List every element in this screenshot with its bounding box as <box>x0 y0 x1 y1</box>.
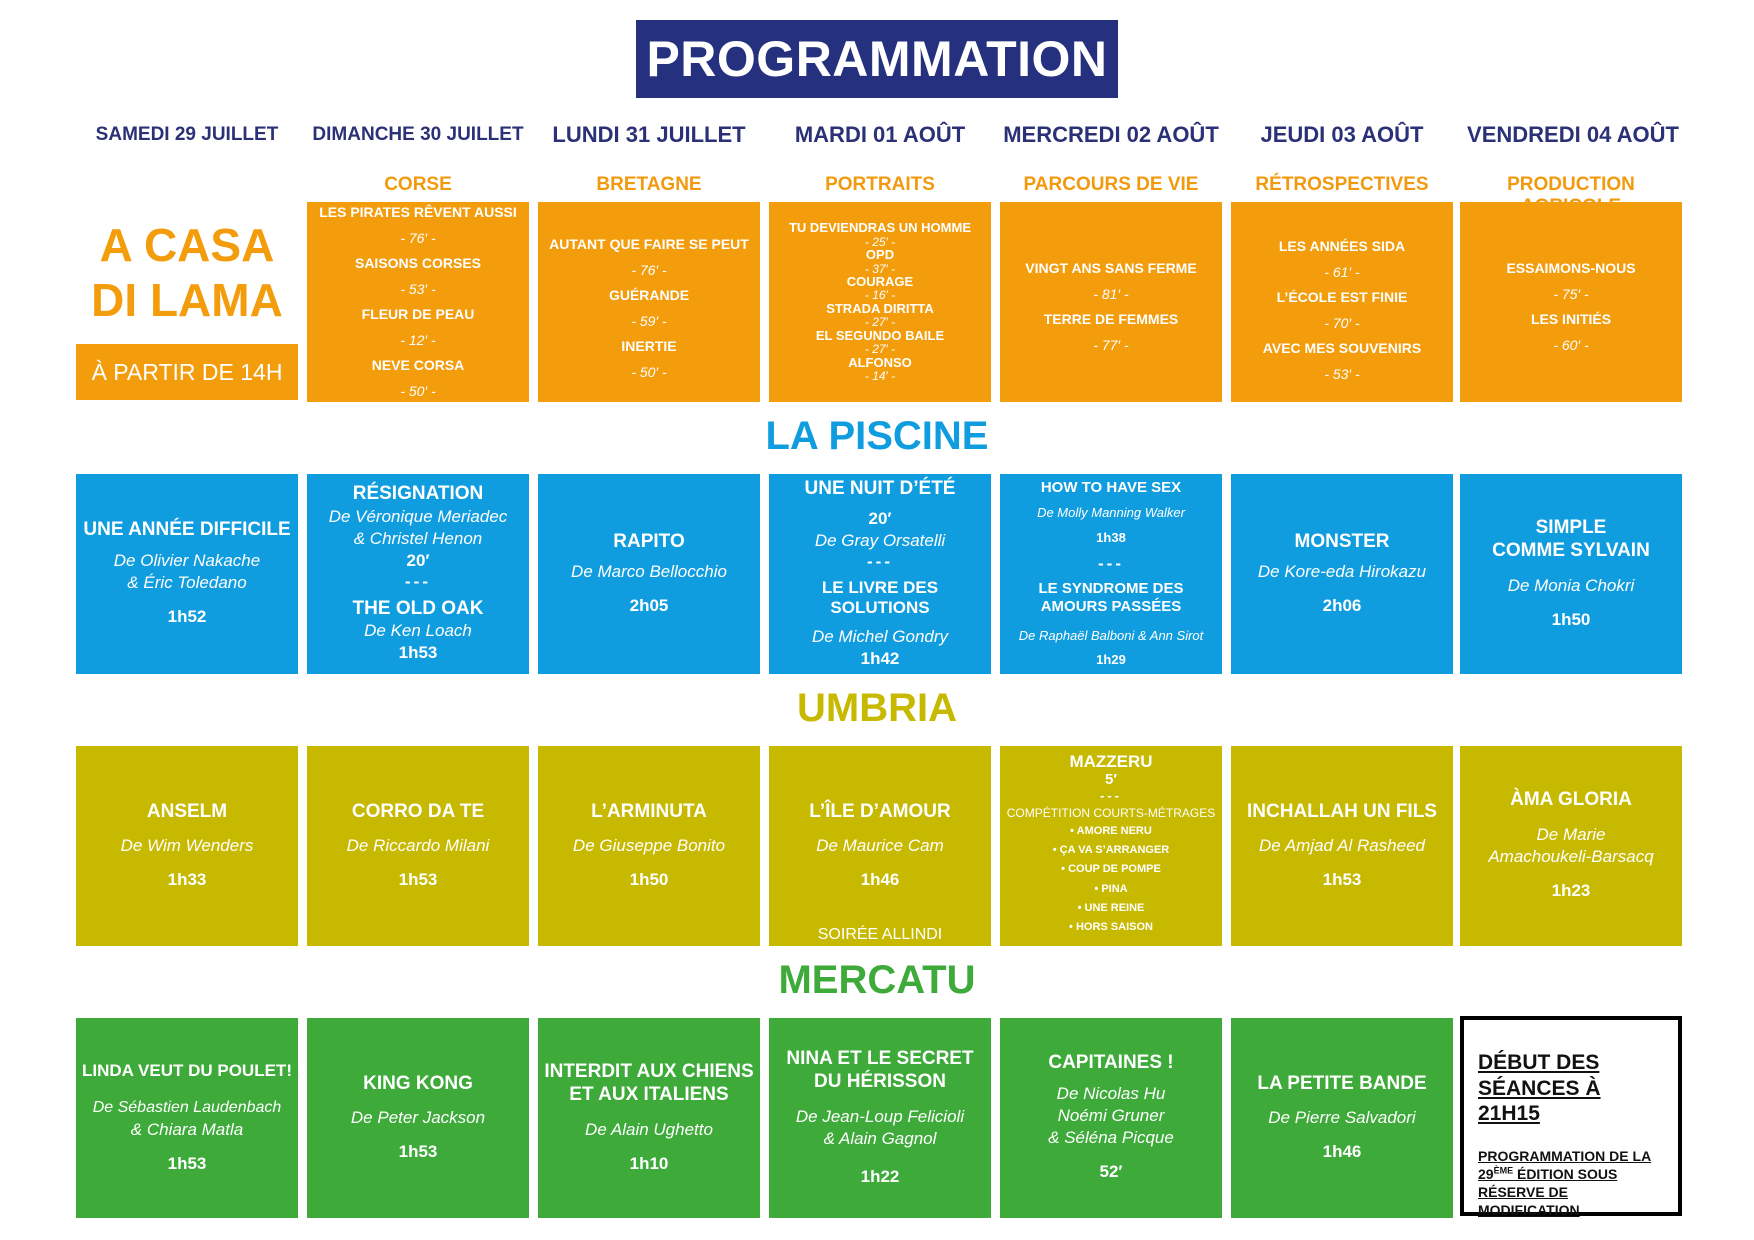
film-title: SIMPLE <box>1535 517 1607 539</box>
notice-line: 29 <box>1478 1166 1494 1183</box>
film-duration: - 76′ - <box>631 261 667 278</box>
film-title: AVEC MES SOUVENIRS <box>1262 339 1422 356</box>
program-cell <box>76 474 298 674</box>
film-duration: - 60′ - <box>1553 336 1589 353</box>
separator: --- <box>1100 787 1122 803</box>
film-duration: 1h50 <box>1551 609 1591 629</box>
film-duration: 2h06 <box>1322 596 1362 616</box>
theme-label: CORSE <box>384 174 452 195</box>
film-title: ALFONSO <box>848 354 912 370</box>
venue-title-la-piscine: LA PISCINE <box>765 414 989 458</box>
film-duration: 1h53 <box>398 870 438 890</box>
program-cell <box>1000 202 1222 402</box>
program-cell <box>1000 746 1222 946</box>
film-title: L’ÎLE D’AMOUR <box>809 800 951 822</box>
program-cell <box>538 474 760 674</box>
short-film-item: • COUP DE POMPE <box>1061 863 1161 876</box>
film-duration: 1h53 <box>398 643 438 663</box>
short-film-title: HORS SAISON <box>1075 921 1153 934</box>
film-duration: 1h22 <box>860 1166 900 1186</box>
film-director: De Véronique Meriadec <box>328 507 508 527</box>
theme-label: PARCOURS DE VIE <box>1023 174 1199 195</box>
film-title: KING KONG <box>363 1072 473 1094</box>
film-title: LE LIVRE DES SOLUTIONS <box>821 577 939 617</box>
venue-title-mercatu: MERCATU <box>778 958 976 1002</box>
film-title: TU DEVIENDRAS UN HOMME <box>788 220 971 236</box>
film-title: CAPITAINES ! <box>1048 1052 1174 1074</box>
short-film-title: ÇA VA S’ARRANGER <box>1059 844 1170 857</box>
film-director: De Wim Wenders <box>120 836 254 856</box>
film-title: UNE ANNÉE DIFFICILE <box>83 519 291 541</box>
film-duration: - 50′ - <box>400 382 436 399</box>
film-title: OPD <box>865 247 895 263</box>
day-header: MARDI 01 AOÛT <box>794 122 966 147</box>
film-duration: - 37′ - <box>864 261 896 276</box>
film-title: TERRE DE FEMMES <box>1043 310 1179 327</box>
film-title: EL SEGUNDO BAILE <box>815 327 945 343</box>
film-director: & Alain Gagnol <box>823 1128 937 1148</box>
schedule-notice <box>1460 1016 1682 1219</box>
film-director: De Gray Orsatelli <box>814 531 946 551</box>
film-title: NINA ET LE SECRET <box>786 1048 974 1070</box>
film-duration: - 81′ - <box>1093 285 1129 302</box>
film-title: VINGT ANS SANS FERME <box>1025 260 1197 276</box>
day-header: SAMEDI 29 JUILLET <box>95 124 279 145</box>
program-cell <box>1000 1018 1222 1218</box>
theme-label: BRETAGNE <box>596 174 702 195</box>
program-cell <box>538 202 760 402</box>
film-director: Amachoukeli-Barsacq <box>1488 847 1654 867</box>
film-duration: 5′ <box>1105 771 1117 789</box>
film-duration: 20′ <box>868 509 892 529</box>
film-director: De Nicolas Hu <box>1056 1084 1166 1104</box>
program-cell <box>307 202 529 402</box>
film-title: ET AUX ITALIENS <box>569 1083 729 1105</box>
program-cell <box>1231 474 1453 674</box>
film-title: LES PIRATES RÊVENT AUSSI <box>319 204 517 221</box>
program-cell <box>1460 474 1682 674</box>
short-film-item: • PINA <box>1094 882 1128 895</box>
film-director: De Olivier Nakache <box>113 551 261 571</box>
film-duration: 1h10 <box>629 1153 669 1173</box>
program-cell <box>1460 746 1682 946</box>
program-cell <box>1231 1018 1453 1218</box>
film-title: FLEUR DE PEAU <box>361 306 475 322</box>
film-director: De Giuseppe Bonito <box>572 836 726 856</box>
short-film-item: • HORS SAISON <box>1069 921 1153 934</box>
film-title: UNE NUIT D’ÉTÉ <box>804 477 956 499</box>
page-title: PROGRAMMATION <box>636 20 1118 98</box>
film-title: COURAGE <box>846 274 914 290</box>
film-duration: 1h38 <box>1096 529 1126 545</box>
film-duration: - 77′ - <box>1093 336 1129 353</box>
film-title: INERTIE <box>621 337 677 354</box>
film-director: De Ken Loach <box>364 621 472 641</box>
notice-heading: DÉBUT DES <box>1478 1051 1600 1074</box>
film-duration: - 12′ - <box>400 331 436 348</box>
film-duration: 1h23 <box>1551 881 1591 901</box>
start-time-badge: À PARTIR DE 14H <box>76 344 298 400</box>
film-title: NEVE CORSA <box>371 356 465 373</box>
film-title: LA PETITE BANDE <box>1257 1072 1427 1094</box>
film-duration: 1h46 <box>1322 1142 1362 1162</box>
film-title: THE OLD OAK <box>352 597 484 619</box>
notice-heading: SÉANCES À 21H15 <box>1478 1076 1601 1126</box>
venue-title-umbria: UMBRIA <box>797 686 957 730</box>
film-director: De Jean-Loup Felicioli <box>795 1106 965 1126</box>
film-duration: - 70′ - <box>1324 314 1360 331</box>
film-director: De Riccardo Milani <box>346 836 490 856</box>
film-director: De Peter Jackson <box>350 1108 486 1128</box>
venue-casa-di-lama <box>76 218 298 328</box>
day-header: MERCREDI 02 AOÛT <box>1003 122 1219 147</box>
theme-label: RÉTROSPECTIVES <box>1255 174 1429 195</box>
venue-name-line: DI LAMA <box>91 274 283 327</box>
program-cell <box>307 746 529 946</box>
day-header: JEUDI 03 AOÛT <box>1260 122 1424 147</box>
film-duration: 1h53 <box>398 1142 438 1162</box>
film-title: L’ARMINUTA <box>591 800 707 822</box>
film-director: De Marie <box>1536 825 1606 845</box>
film-director: De Kore-eda Hirokazu <box>1257 562 1427 582</box>
film-title: ÀMA GLORIA <box>1510 789 1632 811</box>
notice-line: PROGRAMMATION DE LA <box>1478 1147 1652 1164</box>
short-film-item: • AMORE NERU <box>1070 824 1152 837</box>
film-director: & Éric Toledano <box>127 573 247 593</box>
program-cell <box>538 1018 760 1218</box>
film-duration: - 53′ - <box>400 280 436 297</box>
short-film-title: AMORE NERU <box>1076 824 1152 837</box>
film-duration: - 53′ - <box>1324 365 1360 382</box>
film-title: GUÉRANDE <box>608 286 690 303</box>
separator: --- <box>867 551 893 571</box>
program-cell <box>1000 474 1222 674</box>
film-director: De Pierre Salvadori <box>1268 1108 1416 1128</box>
film-title: ANSELM <box>146 800 228 822</box>
film-title: LE SYNDROME DES AMOURS PASSÉES <box>1038 579 1184 615</box>
film-director: & Christel Henon <box>353 529 483 549</box>
film-duration: 1h52 <box>167 607 207 627</box>
film-title: MONSTER <box>1294 530 1390 552</box>
film-title: STRADA DIRITTA <box>826 301 934 316</box>
film-title: COMME SYLVAIN <box>1492 539 1650 561</box>
theme-label: PRODUCTION <box>1507 174 1635 195</box>
film-duration: 1h33 <box>167 870 207 890</box>
film-title: L’ÉCOLE EST FINIE <box>1276 288 1408 305</box>
day-header: VENDREDI 04 AOÛT <box>1467 122 1679 147</box>
film-duration: - 14′ - <box>864 369 896 384</box>
separator: --- <box>1098 553 1124 573</box>
film-duration: 1h46 <box>860 870 900 890</box>
film-title: SAISONS CORSES <box>354 255 482 272</box>
program-cell <box>769 1018 991 1218</box>
notice-line: ÉDITION SOUS <box>1513 1166 1618 1183</box>
film-duration: 1h42 <box>860 649 900 669</box>
short-film-title: COUP DE POMPE <box>1068 863 1161 876</box>
film-duration: 1h29 <box>1096 652 1126 668</box>
day-header: DIMANCHE 30 JUILLET <box>312 124 524 145</box>
day-header: LUNDI 31 JUILLET <box>552 122 746 147</box>
film-duration: - 27′ - <box>864 342 896 357</box>
film-title: RAPITO <box>613 530 685 552</box>
film-director: De Alain Ughetto <box>585 1119 713 1139</box>
film-title: LINDA VEUT DU POULET! <box>82 1061 292 1081</box>
film-title: INCHALLAH UN FILS <box>1247 800 1437 822</box>
film-title: INTERDIT AUX CHIENS <box>544 1061 754 1083</box>
venue-name-line: A CASA <box>99 219 275 271</box>
film-director: De Molly Manning Walker <box>1037 504 1185 520</box>
film-director: De Monia Chokri <box>1507 575 1635 595</box>
film-duration: 52′ <box>1099 1162 1123 1182</box>
competition-label: COMPÉTITION COURTS-MÉTRAGES <box>1006 805 1216 820</box>
film-director: & Chiara Matla <box>130 1119 244 1139</box>
film-title: RÉSIGNATION <box>352 483 484 505</box>
film-director: De Raphaël Balboni & Ann Sirot <box>1018 627 1204 643</box>
film-title: AUTANT QUE FAIRE SE PEUT <box>549 236 749 252</box>
program-cell <box>769 474 991 674</box>
film-duration: 2h05 <box>629 596 669 616</box>
film-director: De Maurice Cam <box>816 836 944 856</box>
short-film-item: • ÇA VA S’ARRANGER <box>1052 844 1170 857</box>
film-duration: - 16′ - <box>864 288 896 303</box>
program-cell <box>307 1018 529 1218</box>
program-cell <box>1460 202 1682 402</box>
film-duration: - 59′ - <box>631 312 667 329</box>
short-film-title: UNE REINE <box>1084 901 1145 914</box>
film-duration: - 61′ - <box>1324 263 1360 280</box>
film-director: De Michel Gondry <box>811 627 949 647</box>
film-title: LES INITIÉS <box>1530 310 1612 327</box>
notice-line: RÉSERVE DE <box>1478 1184 1568 1201</box>
film-duration: - 25′ - <box>864 234 896 249</box>
film-title: DU HÉRISSON <box>814 1070 946 1092</box>
film-director: De Amjad Al Rasheed <box>1259 836 1425 856</box>
film-duration: 1h50 <box>629 870 669 890</box>
program-cell <box>1231 746 1453 946</box>
separator: --- <box>405 571 431 591</box>
film-duration: - 27′ - <box>864 315 896 330</box>
film-duration: 1h53 <box>1322 870 1362 890</box>
program-cell <box>538 746 760 946</box>
program-cell <box>1231 202 1453 402</box>
notice-text <box>1478 1147 1664 1220</box>
notice-line: MODIFICATION <box>1478 1202 1580 1219</box>
program-cell <box>769 202 991 402</box>
event-note: SOIRÉE ALLINDI <box>817 926 943 943</box>
program-cell <box>76 1018 298 1218</box>
film-duration: - 50′ - <box>631 363 667 380</box>
theme-label: PORTRAITS <box>825 174 935 195</box>
film-title: ESSAIMONS-NOUS <box>1506 260 1636 276</box>
film-duration: 1h53 <box>167 1153 207 1173</box>
film-director: De Sébastien Laudenbach <box>92 1098 282 1116</box>
film-duration: - 75′ - <box>1553 285 1589 302</box>
program-cell <box>76 746 298 946</box>
program-cell <box>307 474 529 674</box>
film-duration: 20′ <box>406 551 430 571</box>
short-film-title: PINA <box>1101 882 1128 895</box>
film-director: & Séléna Picque <box>1048 1128 1174 1148</box>
film-title: MAZZERU <box>1069 752 1153 771</box>
film-director: De Marco Bellocchio <box>571 562 727 582</box>
film-title: HOW TO HAVE SEX <box>1040 478 1182 496</box>
program-cell <box>769 746 991 946</box>
film-duration: - 76′ - <box>400 229 436 246</box>
film-director: Noémi Gruner <box>1057 1106 1165 1126</box>
film-title: LES ANNÉES SIDA <box>1278 238 1406 254</box>
notice-superscript: ÈME <box>1493 1165 1514 1176</box>
short-film-item: • UNE REINE <box>1077 901 1145 914</box>
film-title: CORRO DA TE <box>351 800 485 822</box>
